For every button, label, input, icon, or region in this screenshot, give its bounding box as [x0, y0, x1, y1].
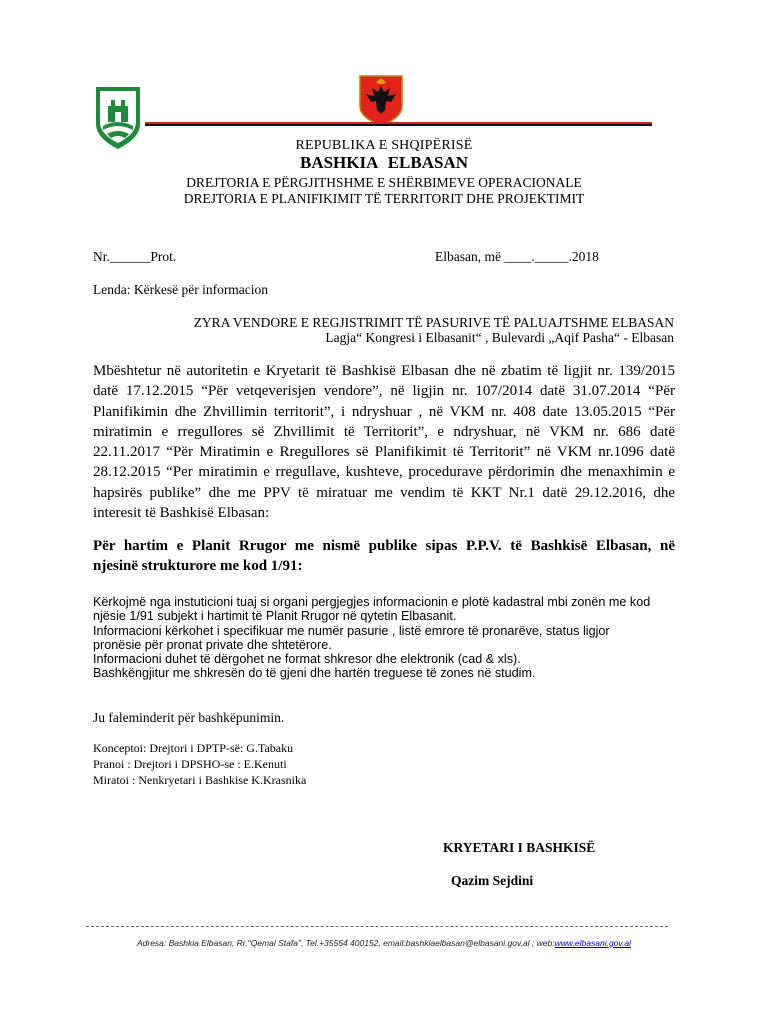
footer-address-text: Adresa: Bashkia Elbasan, Rr."Qemal Stafa", Tel.+35554 400152, email:bashkiaelbasan@elbasani.gov.al ; web: — [136, 938, 555, 948]
request-line: Informacioni duhet të dërgohet ne format shkresor dhe elektronik (cad & xls). — [93, 652, 521, 667]
footer-address — [0, 938, 768, 948]
request-line: njësie 1/91 subjekt i hartimit të Planit Rrugor në qytetin Elbasanit. — [93, 609, 457, 624]
request-line: pronësie për pronat private dhe shtetërore. — [93, 637, 332, 652]
body-line: 28.12.2015 “Per miratimin e rregullave, kushteve, procedurave përdorimin dhe menaxhimin e — [93, 464, 675, 481]
request-line: Kërkojmë nga instuticioni tuaj si organi pergjegjes informacionin e plotë kadastral mbi zonën me kod — [93, 595, 651, 609]
website-link[interactable]: www.elbasani.gov.al — [554, 938, 632, 948]
signatory-conceived: Konceptoi: Drejtori i DPTP-së: G.Tabaku — [93, 741, 294, 755]
body-line: Mbështetur në autoritetin e Kryetarit të Bashkisë Elbasan dhe në zbatim të ligjit nr. 139/2015 — [93, 363, 675, 379]
request-line: Informacioni kërkohet i specifikuar me numër pasurie , listë emrore të pronarëve, status ligjor — [93, 623, 610, 638]
letter-date: Elbasan, më ____._____.2018 — [435, 249, 599, 264]
department-line-2: DREJTORIA E PLANIFIKIMIT TË TERRITORIT DHE PROJEKTIMIT — [183, 191, 585, 206]
purpose-line: Për hartim e Planit Rrugor me nismë publike sipas P.P.V. të Bashkisë Elbasan, në — [93, 538, 675, 554]
body-paragraph — [93, 361, 675, 523]
body-line: miratimin e rregullores së Zhvillimit të Territorit”, e ndryshuar, në VKM nr. 686 datë — [93, 423, 675, 440]
body-line: 22.11.2017 “Për Miratimin e Rregullores së Planifikimit të Territorit” në VKM nr.1096 datë — [93, 444, 675, 461]
letter-subject: Lenda: Kërkesë për informacion — [93, 282, 269, 297]
body-line: interesit të Bashkisë Elbasan: — [93, 505, 270, 522]
body-line: Planifikimin dhe Zhvillimin territorit”, i ndryshuar , në VKM nr. 408 date 13.05.2015 “Për — [93, 403, 675, 420]
recipient-address: Lagja“ Kongresi i Elbasanit“ , Bulevardi „Aqif Pasha“ - Elbasan — [325, 330, 674, 345]
signatory-received: Pranoi : Drejtori i DPSHO-se : E.Kenuti — [93, 757, 287, 771]
purpose-paragraph — [93, 536, 675, 576]
municipality-title: BASHKIA ELBASAN — [299, 153, 469, 172]
header-rule — [145, 116, 652, 128]
request-line: Bashkëngjitur me shkresën do të gjeni dhe hartën treguese të zones në studim. — [93, 666, 536, 681]
recipient-name: ZYRA VENDORE E REGJISTRIMIT TË PASURIVE TË PALUAJTSHME ELBASAN — [193, 315, 674, 330]
request-paragraph — [93, 595, 675, 681]
mayor-title: KRYETARI I BASHKISË — [443, 840, 596, 855]
department-line-1: DREJTORIA E PËRGJITHSHME E SHËRBIMEVE OPERACIONALE — [186, 175, 582, 190]
signatory-approved: Miratoi : Nenkryetari i Bashkise K.Krasnika — [93, 773, 307, 787]
protocol-number: Nr.______Prot. — [93, 249, 177, 264]
purpose-line: njesinë strukturore me kod 1/91: — [93, 558, 303, 574]
thanks-line: Ju faleminderit për bashkëpunimin. — [93, 710, 285, 725]
republic-title: REPUBLIKA E SHQIPËRISË — [295, 138, 473, 153]
body-line: datë 17.12.2015 “Për vetqeverisjen vendore”, në ligjin nr. 107/2014 datë 31.07.2014 “Për — [93, 383, 675, 400]
mayor-name: Qazim Sejdini — [451, 873, 534, 888]
footer-divider — [86, 926, 668, 927]
body-line: hapsirës publike” dhe me PPV të miratuar me vendim të KKT Nr.1 datë 29.12.2016, dhe — [93, 484, 675, 501]
